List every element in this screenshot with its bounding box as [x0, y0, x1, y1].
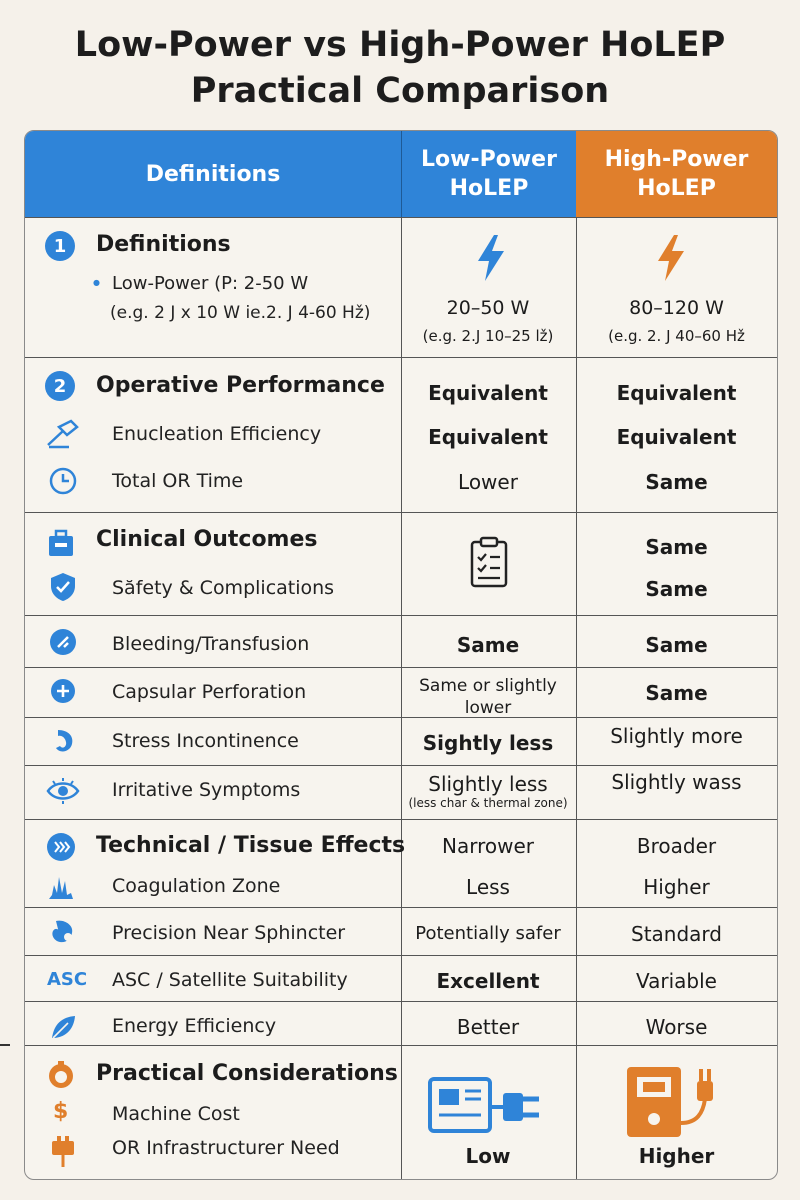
power-plug-icon	[47, 1135, 79, 1169]
header-definitions	[25, 131, 401, 217]
row-divider	[25, 667, 777, 668]
lightbulb-icon	[45, 1059, 77, 1091]
practical-heading: Practical Considerations	[96, 1061, 398, 1086]
technical-row-low: Excellent	[436, 969, 540, 993]
technical-row-high: Worse	[645, 1015, 708, 1039]
clinical-row-low-line2: lower	[464, 698, 512, 718]
lightning-bolt-icon	[653, 233, 689, 283]
clinical-row-high: Same	[645, 681, 708, 705]
operative-row-low: Equivalent	[428, 425, 548, 449]
technical-row-low: Less	[466, 875, 510, 899]
section-number-badge: 2	[45, 371, 75, 401]
high-power-range: 80–120 W	[629, 297, 724, 319]
clinical-row-low: Sightly less	[422, 731, 554, 755]
sphincter-icon	[47, 916, 79, 948]
technical-row-label: Energy Efficiency	[112, 1015, 277, 1037]
clinical-row-low: Same	[456, 633, 520, 657]
bleeding-icon	[47, 626, 79, 658]
header-low-power	[401, 131, 576, 217]
bullet-dot: ●	[93, 278, 100, 287]
dollar-icon: $	[53, 1099, 69, 1124]
definitions-bullet-line2: (e.g. 2 J x 10 W ie.2. J 4-60 Hž)	[110, 303, 371, 323]
title-line-2: Practical Comparison	[190, 71, 610, 111]
row-divider	[25, 955, 777, 956]
operative-row-low: Lower	[458, 470, 518, 494]
definitions-bullet-line1: Low-Power (P: 2-50 W	[112, 273, 309, 294]
clinical-row-low-note: (less char & thermal zone)	[408, 796, 568, 810]
section-number-badge: 1	[45, 231, 75, 261]
clinical-heading-high: Same	[645, 535, 708, 559]
clinical-row-high: Slightly wass	[611, 770, 742, 794]
laser-console-plug-icon	[427, 1075, 549, 1137]
asc-icon: ASC	[47, 969, 88, 990]
technical-row-high: Variable	[636, 969, 717, 993]
header-definitions-label: Definitions	[145, 161, 281, 187]
clock-icon	[47, 465, 79, 497]
safety-high: Same	[645, 577, 708, 601]
title-line-1: Low-Power vs High-Power HoLEP	[74, 25, 726, 65]
clinical-row-low-line1: Same or slightly	[419, 676, 557, 696]
lightning-bolt-icon	[473, 233, 509, 283]
header-high-line1: High-Power	[604, 147, 749, 172]
technical-row-label: ASC / Satellite Suitability	[112, 969, 348, 991]
definitions-heading: Definitions	[96, 232, 231, 257]
header-low-line2: HoLEP	[449, 176, 529, 201]
technical-row-low: Potentially safer	[415, 923, 561, 944]
eye-icon	[45, 775, 81, 807]
row-divider	[25, 1001, 777, 1002]
row-divider	[25, 217, 777, 218]
bladder-icon	[47, 725, 79, 757]
waves-icon	[45, 831, 77, 863]
row-divider	[25, 907, 777, 908]
safety-label: Săfety & Complications	[112, 577, 335, 599]
operative-heading: Operative Performance	[96, 373, 385, 398]
technical-row-label: Precision Near Sphincter	[112, 922, 346, 944]
header-low-line1: Low-Power	[421, 147, 557, 172]
technical-row-label: Coagulation Zone	[112, 875, 281, 897]
technical-heading: Technical / Tissue Effects	[96, 833, 406, 858]
clinical-row-low: Slightly less	[428, 772, 548, 796]
clinical-row-label: Stress Incontinence	[112, 730, 299, 752]
practical-low: Low	[465, 1144, 511, 1168]
low-power-range: 20–50 W	[446, 297, 530, 319]
plus-circle-icon	[49, 677, 77, 705]
technical-heading-high: Broader	[636, 834, 717, 858]
operative-row-label: Enucleation Efficiency	[112, 423, 322, 445]
clinical-heading: Clinical Outcomes	[96, 527, 318, 552]
row-divider	[25, 1045, 777, 1046]
clinical-row-label: Irritative Symptoms	[112, 779, 301, 801]
operative-row-high: Equivalent	[616, 425, 737, 449]
row-divider	[25, 765, 777, 766]
technical-row-high: Standard	[631, 922, 722, 946]
header-high-line2: HoLEP	[637, 176, 716, 201]
technical-heading-low: Narrower	[442, 834, 534, 858]
practical-row-label: Machine Cost	[112, 1103, 240, 1125]
clinical-row-label: Bleeding/Transfusion	[112, 633, 310, 655]
row-divider	[25, 819, 777, 820]
laser-console-plug-icon	[623, 1063, 723, 1141]
operative-heading-low: Equivalent	[428, 381, 548, 405]
operative-heading-high: Equivalent	[616, 381, 737, 405]
row-divider	[25, 512, 777, 513]
technical-row-low: Better	[456, 1015, 520, 1039]
coagulation-icon	[45, 871, 77, 903]
shield-check-icon	[47, 571, 79, 603]
margin-tick	[0, 1044, 10, 1046]
clinical-row-high: Slightly more	[610, 724, 743, 748]
medical-kit-icon	[45, 527, 77, 559]
practical-high: Higher	[638, 1144, 715, 1168]
operative-row-label: Total OR Time	[112, 470, 244, 492]
clipboard-checklist-icon	[469, 536, 509, 590]
high-power-example: (e.g. 2. J 40–60 Hž	[608, 327, 745, 345]
clinical-row-high: Same	[645, 633, 708, 657]
row-divider	[25, 615, 777, 616]
header-high-power	[576, 131, 777, 217]
clinical-row-label: Capsular Perforation	[112, 681, 307, 703]
page-title	[0, 22, 800, 114]
low-power-example: (e.g. 2.J 10–25 lž)	[422, 327, 554, 345]
operative-row-high: Same	[645, 470, 708, 494]
technical-row-high: Higher	[643, 875, 710, 899]
laser-fiber-icon	[45, 417, 81, 449]
comparison-table	[24, 130, 778, 1180]
row-divider	[25, 357, 777, 358]
practical-row-label: OR Infrastructurer Need	[112, 1137, 340, 1159]
leaf-icon	[47, 1011, 79, 1043]
